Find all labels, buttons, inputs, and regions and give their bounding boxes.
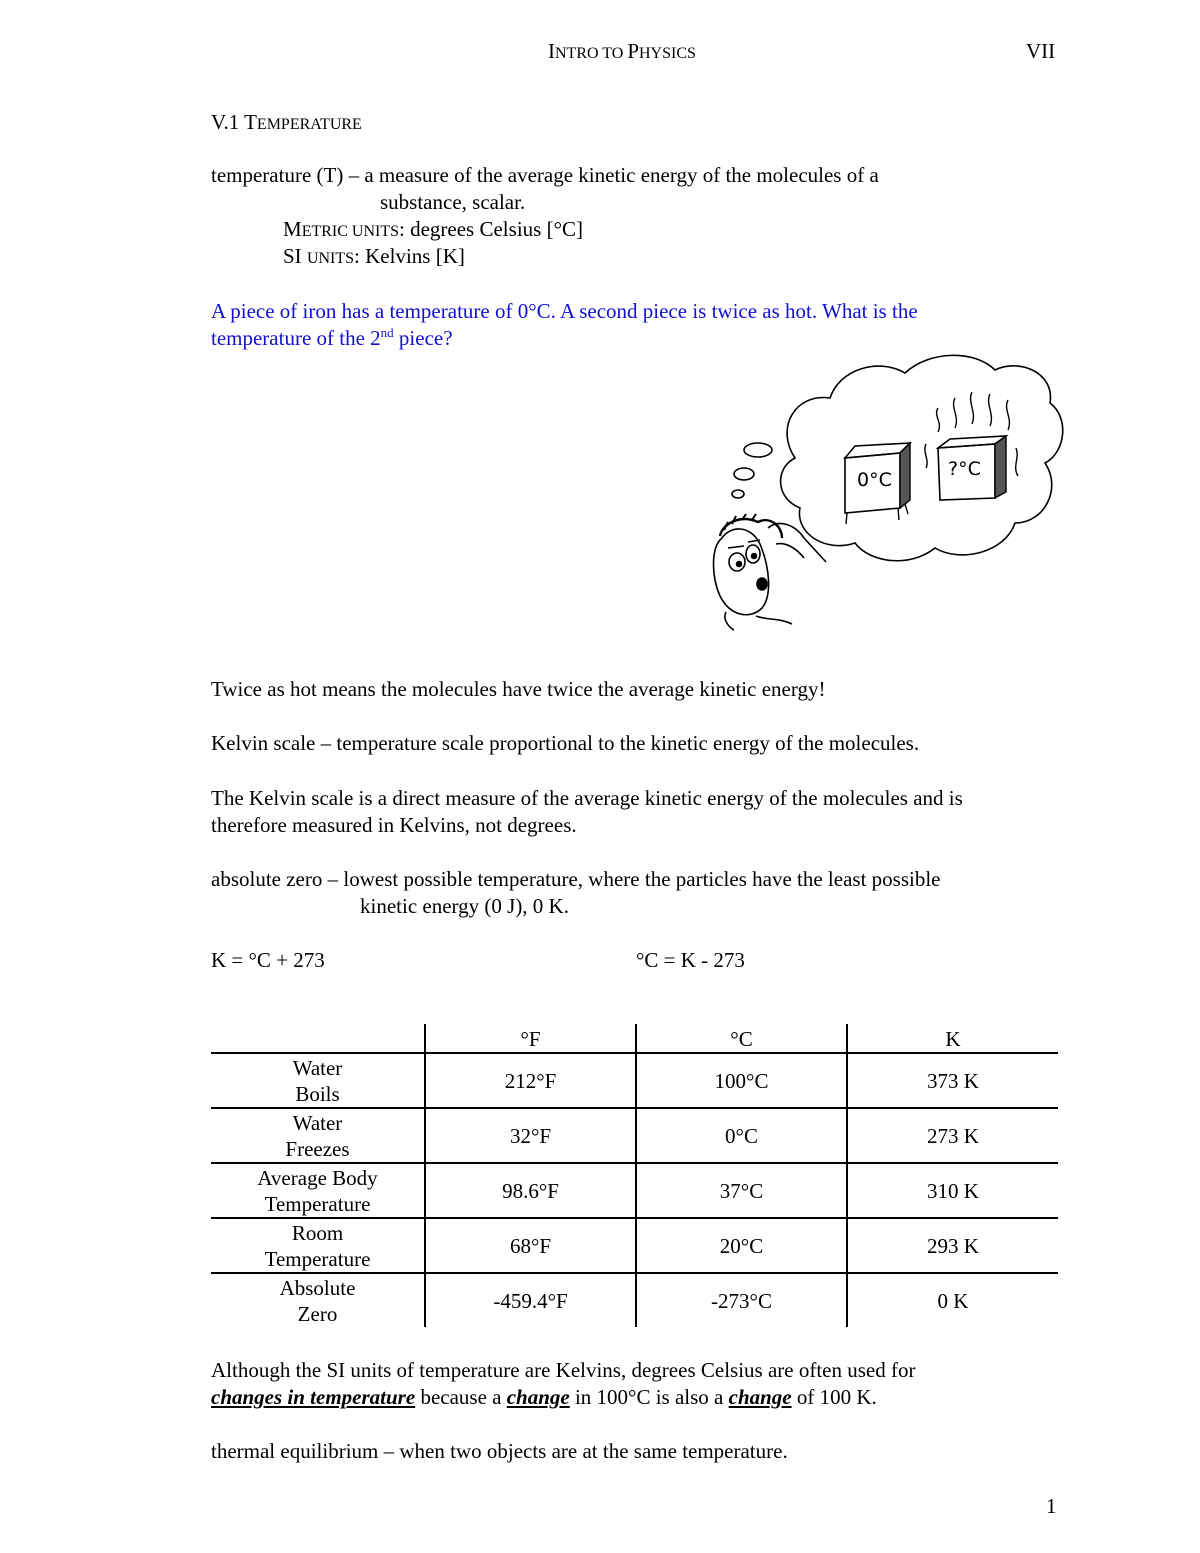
- running-header-title: [548, 38, 696, 67]
- row-label-line1: Water: [292, 1110, 343, 1135]
- worried-person: [714, 514, 827, 630]
- si-units-line: [283, 243, 465, 272]
- emphasis-changes-in-temperature: changes in temperature: [211, 1385, 416, 1409]
- cube-hot-label: ?°C: [948, 458, 981, 480]
- metric-initial: M: [283, 217, 302, 241]
- table-row: [211, 1108, 1058, 1163]
- cell-celsius: -273°C: [636, 1273, 847, 1327]
- table-row: [211, 1163, 1058, 1218]
- closing-text-1: because a: [415, 1385, 507, 1409]
- section-number: V.1: [211, 110, 245, 134]
- section-title-rest: EMPERATURE: [256, 116, 362, 133]
- table-header-fahrenheit: °F: [425, 1024, 636, 1053]
- row-label-line1: Room: [291, 1220, 344, 1245]
- si-rest: UNITS: [306, 250, 355, 267]
- row-label: [211, 1053, 425, 1108]
- header-initial-i: I: [548, 39, 555, 63]
- row-label-line1: Absolute: [279, 1275, 356, 1300]
- cell-kelvin: 293 K: [847, 1218, 1058, 1273]
- thinking-cartoon-illustration: [700, 348, 1070, 638]
- cell-fahrenheit: -459.4°F: [425, 1273, 636, 1327]
- thermal-equilibrium-definition: thermal equilibrium – when two objects are at the same temperature.: [211, 1439, 788, 1463]
- si-units-changes-line2: [211, 1384, 877, 1411]
- section-title-initial: T: [244, 110, 257, 134]
- formula-celsius: °C = K - 273: [636, 948, 745, 972]
- absolute-zero-line1: absolute zero – lowest possible temperature, where the particles have the least possible: [211, 867, 941, 891]
- cell-kelvin: 310 K: [847, 1163, 1058, 1218]
- si-label: SI: [283, 244, 307, 268]
- closing-text-2: in 100°C is also a: [569, 1385, 729, 1409]
- metric-rest: ETRIC UNITS: [301, 223, 400, 240]
- table-header-celsius: °C: [636, 1024, 847, 1053]
- cell-fahrenheit: 68°F: [425, 1218, 636, 1273]
- twice-as-hot-paragraph: Twice as hot means the molecules have twice the average kinetic energy!: [211, 677, 826, 701]
- row-label-line1: Average Body: [257, 1165, 378, 1190]
- section-title: [211, 109, 362, 138]
- row-label-line2: Temperature: [264, 1191, 371, 1216]
- row-label-line2: Boils: [295, 1081, 340, 1106]
- metric-units-line: [283, 216, 583, 245]
- cell-celsius: 100°C: [636, 1053, 847, 1108]
- header-rest-2: HYSICS: [639, 45, 696, 62]
- table-row: [211, 1053, 1058, 1108]
- header-initial-p: P: [627, 39, 639, 63]
- thought-bubble-medium: [734, 468, 754, 480]
- thought-bubble-small: [732, 490, 744, 498]
- table-row: [211, 1218, 1058, 1273]
- table-header-empty: [211, 1024, 425, 1053]
- cell-kelvin: 273 K: [847, 1108, 1058, 1163]
- si-units-changes-line1: Although the SI units of temperature are Kelvins, degrees Celsius are often used for: [211, 1358, 916, 1382]
- row-label-line1: Water: [292, 1055, 343, 1080]
- row-label-line2: Freezes: [285, 1136, 350, 1161]
- table-header-kelvin: K: [847, 1024, 1058, 1053]
- temperature-definition-line2: substance, scalar.: [380, 190, 526, 214]
- cell-fahrenheit: 98.6°F: [425, 1163, 636, 1218]
- si-value: : Kelvins [K]: [354, 244, 465, 268]
- absolute-zero-line2: kinetic energy (0 J), 0 K.: [360, 894, 569, 918]
- kelvin-scale-definition: Kelvin scale – temperature scale proportional to the kinetic energy of the molecules.: [211, 731, 920, 755]
- question-line1: A piece of iron has a temperature of 0°C. A second piece is twice as hot. What is the: [211, 299, 918, 323]
- thought-cloud: [781, 355, 1063, 560]
- header-rest-1: NTRO TO: [555, 45, 628, 62]
- running-header-unit: VII: [1026, 39, 1056, 63]
- thought-bubble-large: [744, 443, 772, 457]
- cell-celsius: 37°C: [636, 1163, 847, 1218]
- row-label: [211, 1163, 425, 1218]
- page-number: 1: [1046, 1494, 1057, 1518]
- cell-celsius: 0°C: [636, 1108, 847, 1163]
- cell-kelvin: 373 K: [847, 1053, 1058, 1108]
- formula-kelvin: K = °C + 273: [211, 948, 325, 972]
- question-superscript: nd: [380, 325, 394, 340]
- row-label: [211, 1108, 425, 1163]
- metric-value: : degrees Celsius [°C]: [399, 217, 583, 241]
- temperature-definition-line1: temperature (T) – a measure of the average kinetic energy of the molecules of a: [211, 163, 879, 187]
- temperature-comparison-table: [211, 1024, 1058, 1327]
- cell-fahrenheit: 32°F: [425, 1108, 636, 1163]
- closing-text-3: of 100 K.: [791, 1385, 877, 1409]
- cell-kelvin: 0 K: [847, 1273, 1058, 1327]
- cell-fahrenheit: 212°F: [425, 1053, 636, 1108]
- table-row: [211, 1273, 1058, 1327]
- row-label: [211, 1273, 425, 1327]
- kelvin-direct-line1: The Kelvin scale is a direct measure of the average kinetic energy of the molecules and is: [211, 786, 963, 810]
- question-line2: [211, 325, 453, 352]
- emphasis-change-1: change: [506, 1385, 570, 1409]
- question-line2-pre: temperature of the 2: [211, 326, 381, 350]
- cell-celsius: 20°C: [636, 1218, 847, 1273]
- row-label-line2: Temperature: [264, 1246, 371, 1271]
- emphasis-change-2: change: [728, 1385, 792, 1409]
- question-line2-post: piece?: [393, 326, 453, 350]
- table-header-row: [211, 1024, 1058, 1053]
- row-label: [211, 1218, 425, 1273]
- kelvin-direct-line2: therefore measured in Kelvins, not degrees.: [211, 813, 577, 837]
- cube-cold-label: 0°C: [857, 469, 892, 491]
- row-label-line2: Zero: [297, 1301, 338, 1326]
